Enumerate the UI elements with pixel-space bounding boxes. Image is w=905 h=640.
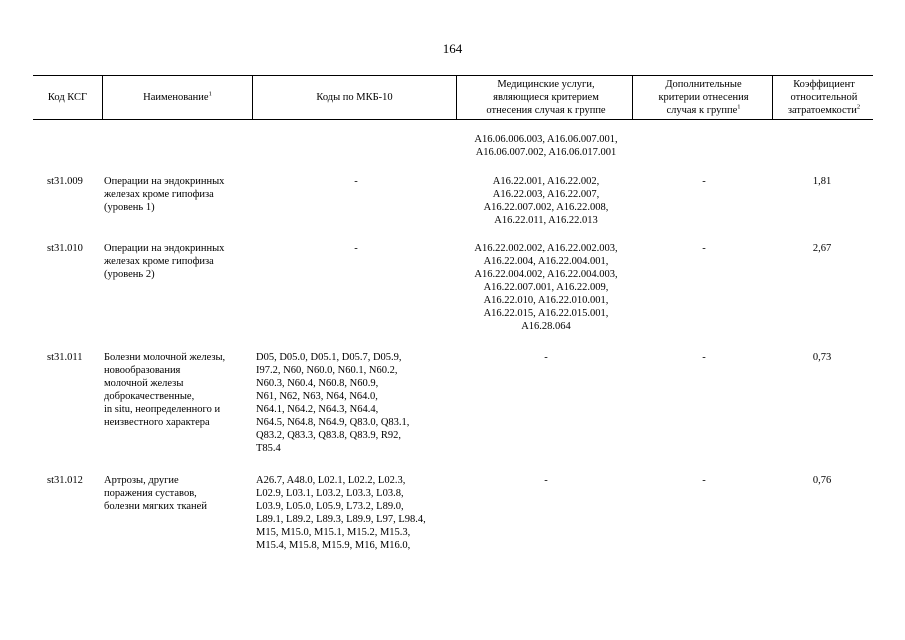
header-name: Наименование$^1$ — [143, 90, 212, 103]
row-additional: - — [702, 352, 706, 363]
row-name: Операции на эндокринных железах кроме гипофиза (уровень 2) — [104, 243, 225, 280]
row-services: - — [544, 475, 548, 486]
row-coef: 1,81 — [812, 176, 832, 187]
row-name: Операции на эндокринных железах кроме гипофиза (уровень 1) — [104, 176, 225, 213]
table-header-bottom-border — [33, 119, 873, 120]
row-code: st31.010 — [47, 243, 83, 254]
row-code: st31.012 — [47, 475, 83, 486]
row-name: Болезни молочной железы, новообразования молочной железы доброкачественные, in situ, неопределенного и неизвестного характера — [104, 352, 226, 428]
header-divider — [772, 75, 773, 119]
row-services: - — [544, 352, 548, 363]
row-mkb: A26.7, A48.0, L02.1, L02.2, L02.3, L02.9, L03.1, L03.2, L03.3, L03.8, L03.9, L05.0, L05.9, L73.2, L89.0, L89.1, L89.2, L89.3, L89.9, L97, L98.4, M15, M15.0, M15.1, M15.2, M15.3, M15.4, M15.8, M15.9, M16, M16.0, — [256, 475, 426, 551]
header-additional: Дополнительные критерии отнесения случая к группе$^1$ — [658, 78, 749, 116]
page-number: 164 — [442, 41, 463, 56]
row-mkb: - — [354, 176, 358, 187]
row-coef: 0,76 — [812, 475, 832, 486]
row-additional: - — [702, 243, 706, 254]
row-name: Артрозы, другие поражения суставов, болезни мягких тканей — [104, 475, 207, 512]
header-code: Код КСГ — [47, 91, 88, 103]
row-services: A16.22.001, A16.22.002, A16.22.003, A16.22.007, A16.22.007.002, A16.22.008, A16.22.011, A16.22.013 — [483, 176, 609, 226]
row-additional: - — [702, 475, 706, 486]
row-coef: 0,73 — [812, 352, 832, 363]
row-code: st31.011 — [47, 352, 83, 363]
header-divider — [632, 75, 633, 119]
header-coef: Коэффициент относительной затратоемкости$^2$ — [787, 78, 861, 116]
row-mkb: D05, D05.0, D05.1, D05.7, D05.9, I97.2, N60, N60.0, N60.1, N60.2, N60.3, N60.4, N60.8, N60.9, N61, N62, N63, N64, N64.0, N64.1, N64.2, N64.3, N64.4, N64.5, N64.8, N64.9, Q83.0, Q83.1, Q83.2, Q83.3, Q83.8, Q83.9, R92, T85.4 — [256, 352, 410, 454]
continuation-services: A16.06.006.003, A16.06.007.001, A16.06.007.002, A16.06.017.001 — [474, 134, 618, 158]
row-coef: 2,67 — [812, 243, 832, 254]
header-services: Медицинские услуги, являющиеся критерием отнесения случая к группе — [486, 78, 606, 116]
header-divider — [456, 75, 457, 119]
header-mkb: Коды по МКБ-10 — [316, 91, 393, 103]
row-additional: - — [702, 176, 706, 187]
row-code: st31.009 — [47, 176, 83, 187]
row-services: A16.22.002.002, A16.22.002.003, A16.22.004, A16.22.004.001, A16.22.004.002, A16.22.004.003, A16.22.007.001, A16.22.009, A16.22.010, A16.22.010.001, A16.22.015, A16.22.015.001, A16.28.064 — [474, 243, 618, 332]
row-mkb: - — [354, 243, 358, 254]
